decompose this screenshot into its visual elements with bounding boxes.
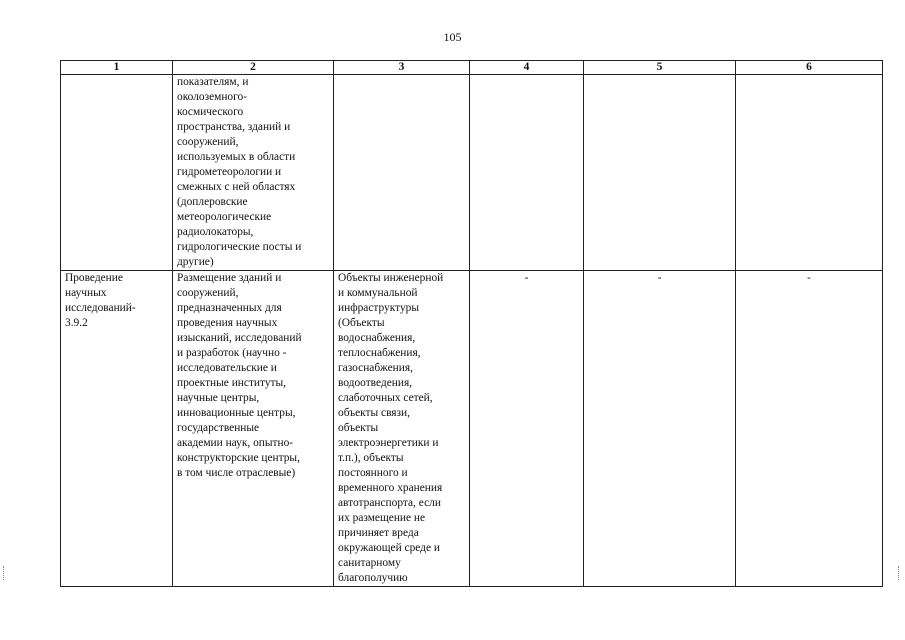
table-cell-5 [584, 75, 736, 271]
column-header-3: 3 [334, 61, 470, 75]
scan-edge-mark-left [3, 566, 8, 580]
table-row [61, 271, 883, 587]
column-header-4: 4 [470, 61, 584, 75]
table-cell-code: Проведение научных исследований- 3.9.2 [61, 271, 173, 587]
table-cell-6 [736, 75, 883, 271]
table-row [61, 75, 883, 271]
table-cell-auxiliary-uses: Объекты инженерной и коммунальной инфраструктуры (Объекты водоснабжения, теплоснабжения, газоснабжения, водоотведения, слаботочных сетей, объекты связи, объекты электроэнергетики и т.п.), объекты постоянного и временного хранения автотранспорта, если их размещение не причиняет вреда окружающей среде и санитарному благополучию [334, 271, 470, 587]
table-cell-description: Размещение зданий и сооружений, предназначенных для проведения научных изысканий, исследований и разработок (научно - исследовательские и проектные институты, научные центры, инновационные центры, государственные академии наук, опытно- конструкторские центры, в том числе отраслевые) [173, 271, 334, 587]
table-header-row [61, 61, 883, 75]
table-cell-description: показателям, и околоземного- космического пространства, зданий и сооружений, используемых в области гидрометеорологии и смежных с ней областях (доплеровские метеорологические радиолокаторы, гидрологические посты и другие) [173, 75, 334, 271]
scan-edge-mark-right [898, 566, 903, 580]
document-table [60, 60, 883, 587]
column-header-5: 5 [584, 61, 736, 75]
table-cell-6: - [736, 271, 883, 587]
table-cell-auxiliary-uses [334, 75, 470, 271]
column-header-1: 1 [61, 61, 173, 75]
table-cell-4 [470, 75, 584, 271]
page-number: 105 [443, 30, 462, 44]
table-cell-code [61, 75, 173, 271]
table-cell-4: - [470, 271, 584, 587]
column-header-6: 6 [736, 61, 883, 75]
table-cell-5: - [584, 271, 736, 587]
column-header-2: 2 [173, 61, 334, 75]
